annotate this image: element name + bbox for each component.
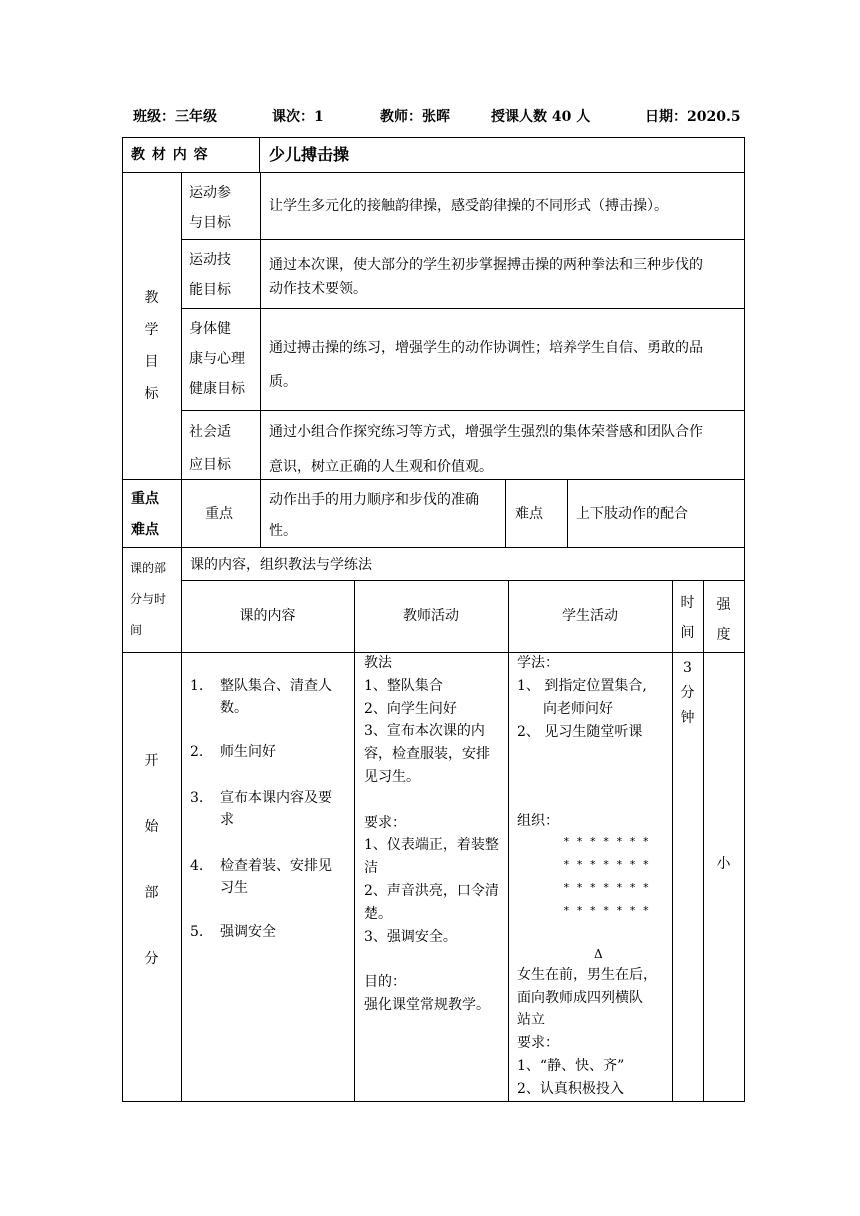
formation: * * * * * * * * * * * * * * * * * * * * * * * * * * * * bbox=[563, 835, 650, 917]
header-teacher: 教师：张晖 bbox=[380, 109, 450, 125]
goal-participation-name: 运动参 与目标 bbox=[189, 185, 231, 231]
diff-text: 上下肢动作的配合 bbox=[576, 506, 688, 522]
col-intensity: 强 度 bbox=[716, 597, 731, 643]
keypoints-label: 重点 难点 bbox=[131, 491, 159, 538]
content-title: 课的内容，组织教法与学练法 bbox=[190, 557, 372, 573]
key-label: 重点 bbox=[205, 506, 233, 522]
list-item: 5. 强调安全 bbox=[190, 924, 276, 940]
list-item: 4. 检查着装、安排见 习生 bbox=[190, 858, 332, 896]
start-time: 3 分 钟 bbox=[680, 660, 695, 726]
goal-skill-text: 通过本次课，使大部分的学生初步掌握搏击操的两种拳法和三种步伐的 动作技术要领。 bbox=[269, 257, 703, 297]
teacher-activity: 教法 1、整队集合 2、向学生问好 3、宣布本次课的内 容，检查服装，安排 见习生。 要求： 1、仪表端正，着装整 洁 2、声音洪亮，口令清 楚。 3、强调安全。 目的： 强化课堂常规教学。 bbox=[364, 655, 499, 1013]
goal-social-text: 通过小组合作探究练习等方式，增强学生强烈的集体荣誉感和团队合作 意识，树立正确的人生观和价值观。 bbox=[269, 424, 703, 475]
diff-label: 难点 bbox=[515, 506, 543, 522]
list-item: 2. 师生问好 bbox=[190, 744, 276, 760]
material-label: 教 材 内 容 bbox=[131, 147, 209, 163]
teacher-mark: Δ bbox=[594, 947, 603, 961]
goal-health-name: 身体健 康与心理 健康目标 bbox=[189, 321, 245, 397]
goals-label: 教 学 目 标 bbox=[144, 290, 159, 402]
col-teacher: 教师活动 bbox=[403, 608, 459, 624]
key-text: 动作出手的用力顺序和步伐的准确 性。 bbox=[269, 492, 479, 539]
list-item: 1. 整队集合、清查人 数。 bbox=[190, 678, 332, 716]
student-org-title: 组织： bbox=[517, 813, 559, 829]
student-org-desc: 女生在前，男生在后， 面向教师成四列横队 站立 要求： 1、“静、快、齐” 2、认真积极投入 bbox=[517, 967, 657, 1097]
goal-skill-name: 运动技 能目标 bbox=[189, 252, 231, 298]
goal-health-text: 通过搏击操的练习，增强学生的动作协调性；培养学生自信、勇敢的品 质。 bbox=[269, 340, 703, 390]
header-lesson: 课次：1 bbox=[272, 109, 324, 125]
header-students: 授课人数 40 人 bbox=[491, 109, 591, 125]
list-item: 3. 宣布本课内容及要 求 bbox=[190, 790, 332, 828]
goal-social-name: 社会适 应目标 bbox=[189, 424, 231, 473]
col-time: 时 间 bbox=[680, 595, 695, 641]
col-content: 课的内容 bbox=[239, 608, 296, 624]
start-intensity: 小 bbox=[716, 856, 731, 872]
goal-participation-text: 让学生多元化的接触韵律操，感受韵律操的不同形式（搏击操）。 bbox=[269, 198, 668, 214]
header-date: 日期：2020.5 bbox=[645, 109, 741, 125]
col-student: 学生活动 bbox=[562, 608, 618, 624]
material-value: 少儿搏击操 bbox=[269, 145, 350, 164]
part-time-label: 课的部 分与时 间 bbox=[130, 561, 167, 637]
start-part-label: 开 始 部 分 bbox=[144, 753, 159, 967]
header-class: 班级：三年级 bbox=[133, 109, 217, 125]
student-method: 学法： 1、 到指定位置集合, 向老师问好 2、 见习生随堂听课 bbox=[517, 655, 647, 740]
